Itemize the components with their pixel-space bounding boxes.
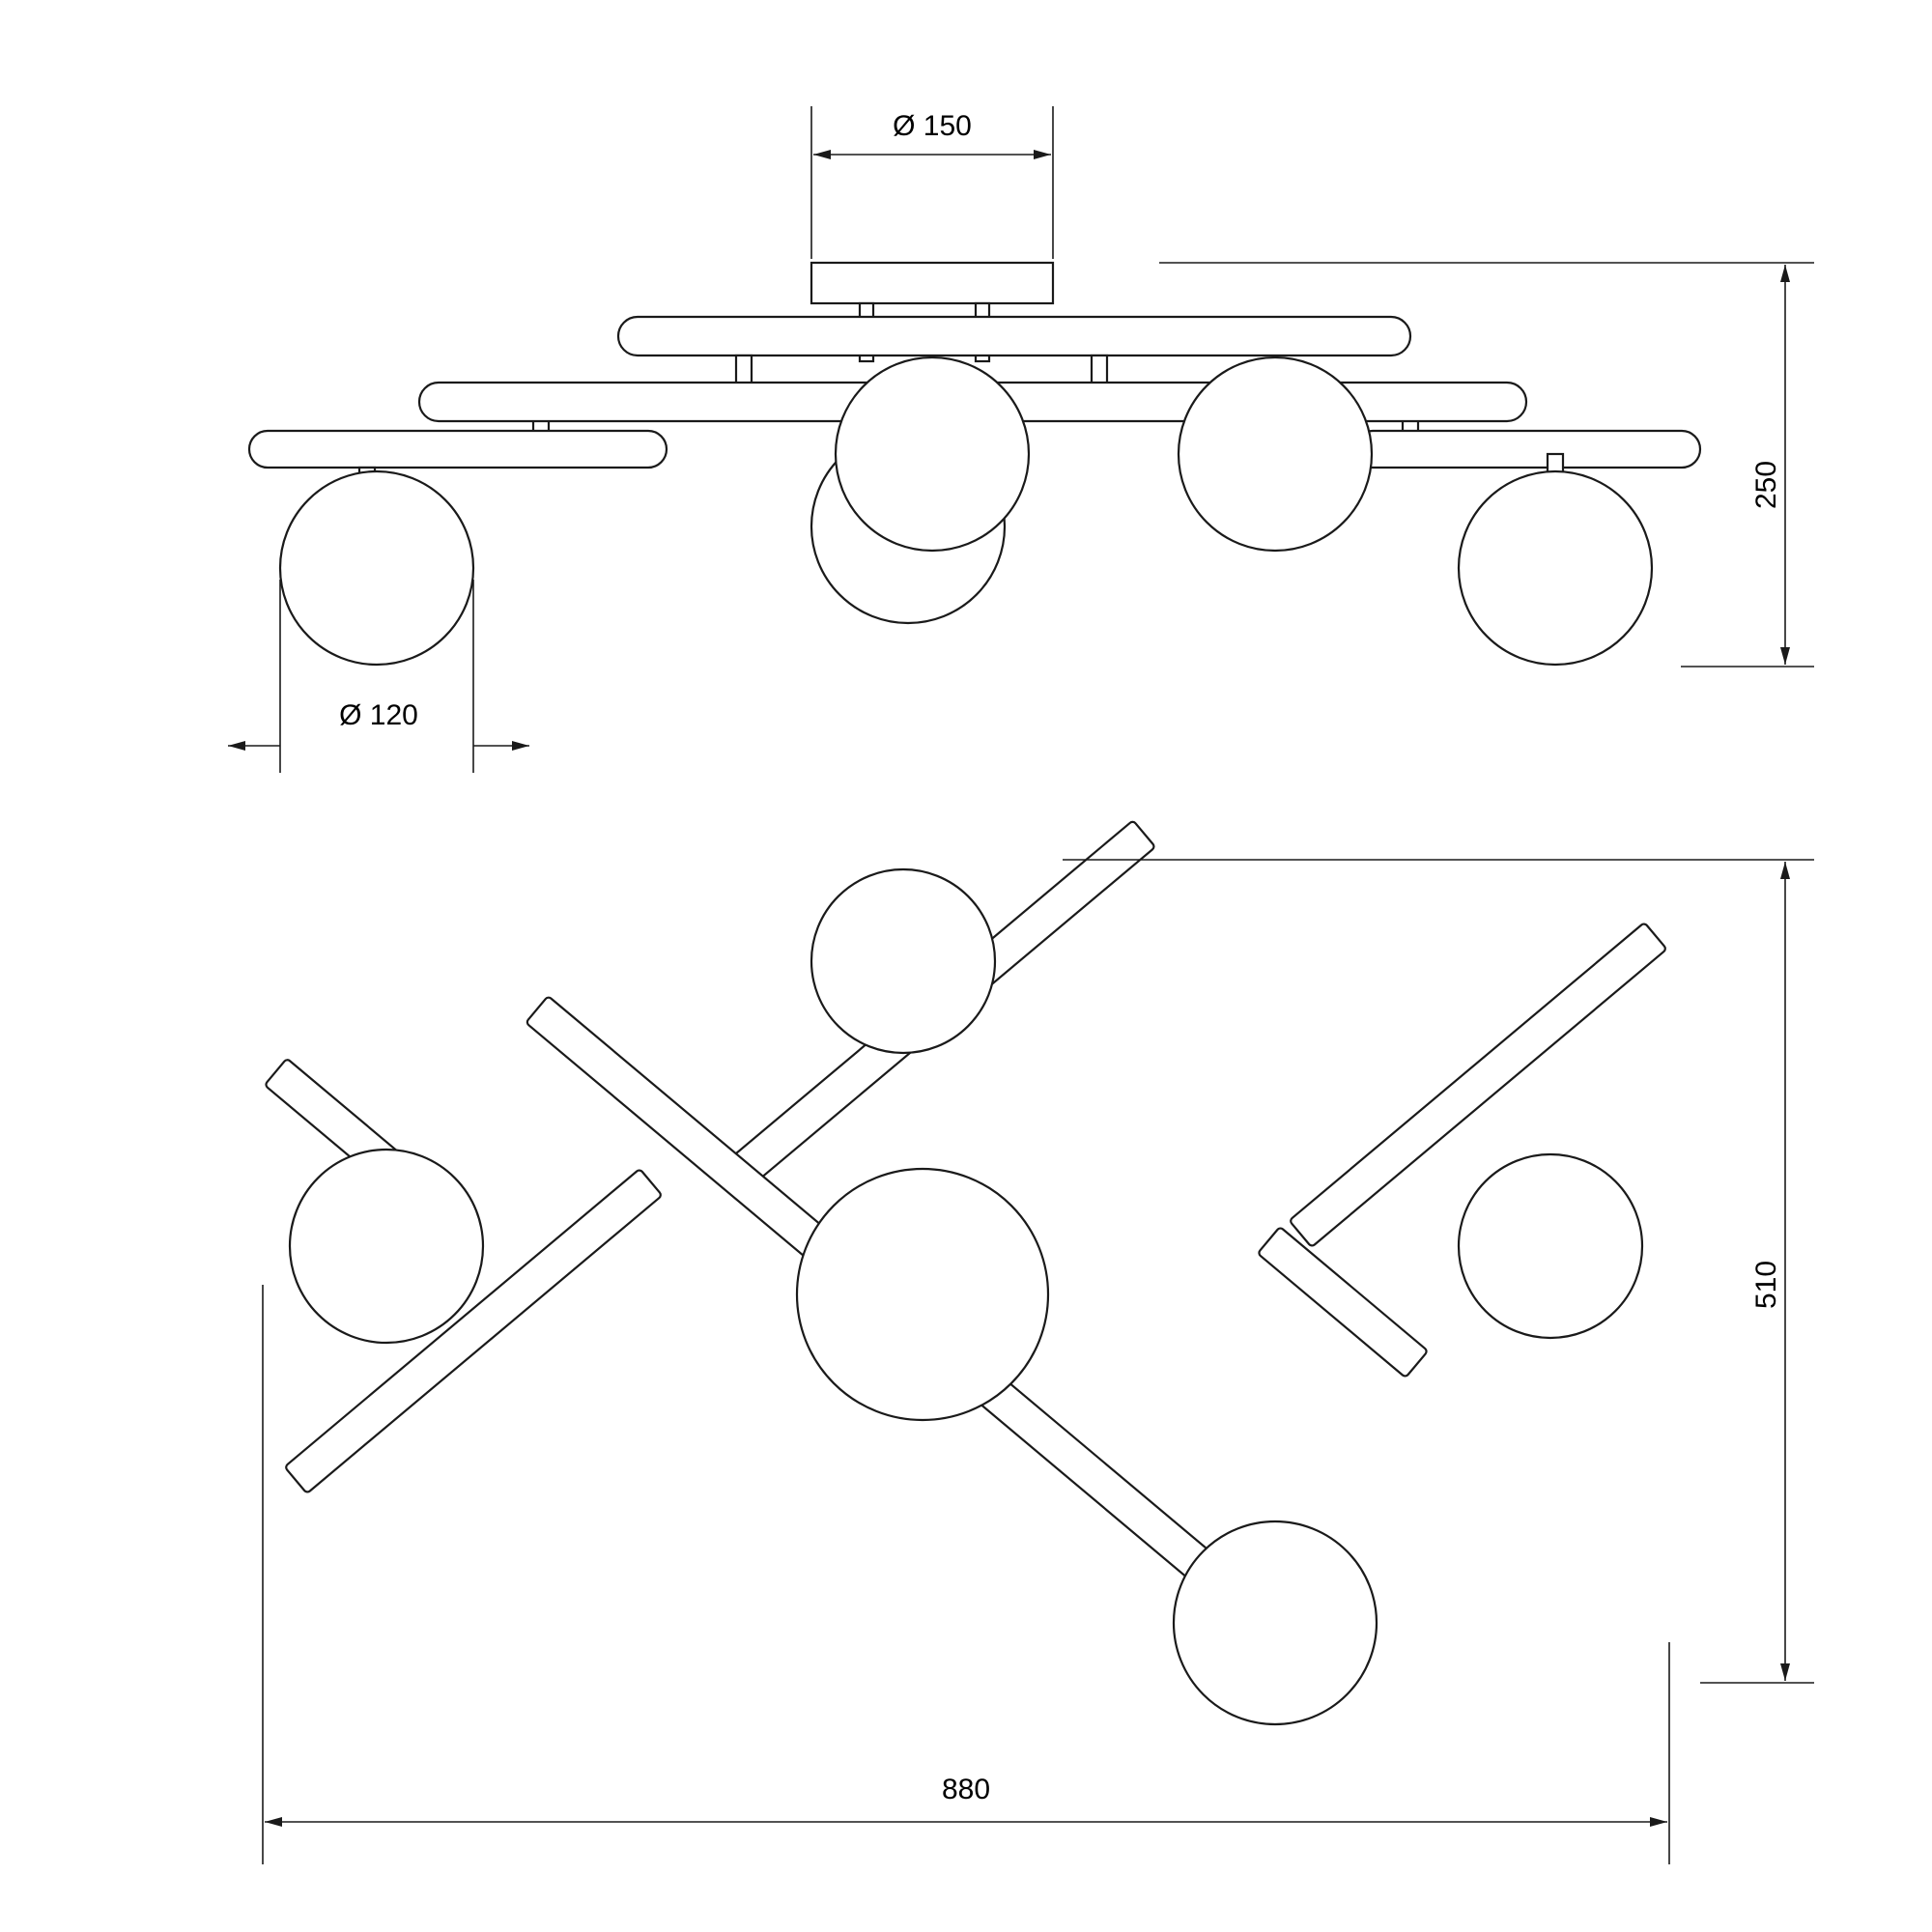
dimension-label-canopy-diameter: Ø 150 bbox=[893, 110, 972, 142]
globe-plan-left bbox=[290, 1150, 483, 1343]
canopy bbox=[811, 263, 1053, 303]
dimension-label-overall-height: 250 bbox=[1750, 460, 1782, 510]
bar-upper bbox=[618, 317, 1410, 355]
globe-plan-bottom bbox=[1174, 1521, 1377, 1724]
bar-lower-right bbox=[1354, 431, 1700, 468]
globe-front-4 bbox=[1179, 357, 1372, 551]
globe-front-1 bbox=[280, 471, 473, 665]
globe-front-3 bbox=[836, 357, 1029, 551]
globe-front-5 bbox=[1459, 471, 1652, 665]
bar-lower-left bbox=[249, 431, 667, 468]
globe-plan-center bbox=[797, 1169, 1048, 1420]
plan-arm-6 bbox=[1258, 1227, 1428, 1378]
globe-plan-top bbox=[811, 869, 995, 1053]
dimension-label-globe-diameter: Ø 120 bbox=[339, 699, 418, 731]
dimension-label-overall-depth: 510 bbox=[1750, 1260, 1782, 1310]
top-plan-view bbox=[263, 820, 1814, 1864]
front-elevation-view bbox=[228, 106, 1814, 773]
globe-plan-right bbox=[1459, 1154, 1642, 1338]
dimension-label-overall-width: 880 bbox=[941, 1774, 991, 1805]
